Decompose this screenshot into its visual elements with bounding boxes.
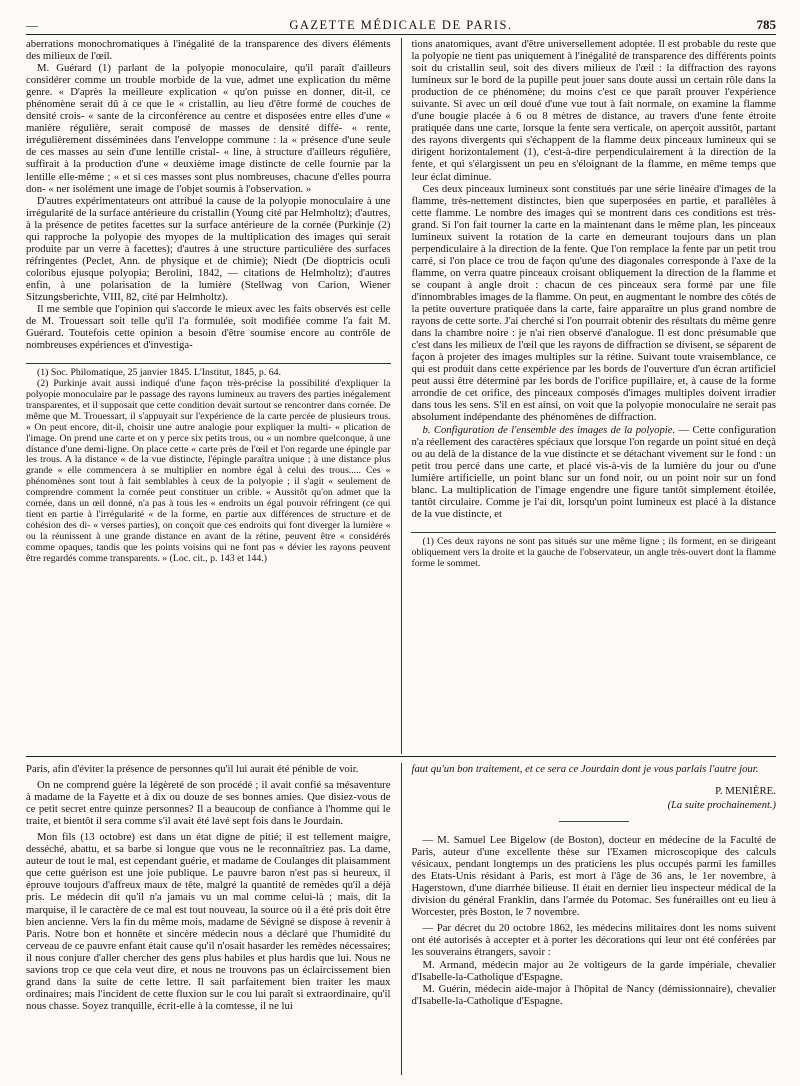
bottom-right-column (411, 763, 776, 1075)
column-divider (401, 38, 402, 754)
section-text: — Cette configuration n'a réellement des caractères spéciaux que lorsque l'on regarde un point situé en deçà ou au delà de la distance de la vue distincte et se détachant vivement sur le fond : un petit trou percé dans une carte, et placé vis-à-vis de la lumière du jour ou d'une lumière artificielle, un point blanc sur un fond noir, ou un point noir sur un fond blanc. La multiplication de l'image engendre une figure tantôt simplement étoilée, tantôt circulaire. Comme je l'ai dit, lorsqu'un point lumineux est placé à la distance de la vue distincte, et (411, 423, 776, 520)
paragraph: tions anatomiques, avant d'être universellement adoptée. Il est probable du reste que la polyopie ne tient pas uniquement à l'inégalité de transparence des différents points soit du cristallin seul, soit des divers milieux de l'œil : la diffraction des rayons lumineux sur le bord de la pupille peut jouer sans doute aussi un certain rôle dans la production de ce phénomène; du moins c'est ce que paraît prouver l'expérience suivante. Si avec un œil doué d'une vue tout à fait normale, on examine la flamme d'une bougie placée à 6 ou 8 mètres de distance, au travers d'une fente étroite pratiquée dans une carte, lorsque la fente sera verticale, on aperçoit aussitôt, partant des rayons divergents qui s'échappent de la flamme deux pinceaux lumineux qui se dirigent horizontalement (1), c'est-à-dire perpendiculairement à la direction de la fente, et qui s'élargissent un peu en s'éloignant de la flamme, en même temps que leur éclat diminue. (411, 38, 776, 183)
news-item: M. Guérin, médecin aide-major à l'hôpital de Nancy (démissionnaire), chevalier d'Isabelle-la-Catholique d'Espagne. (411, 982, 776, 1007)
column-divider (401, 763, 402, 1075)
right-column (411, 38, 776, 754)
footnote-divider (411, 532, 776, 533)
paragraph (411, 424, 776, 520)
paragraph: Ces deux pinceaux lumineux sont constitués par une série linéaire d'images de la flamme, très-nettement distinctes, bien que superposées en partie, et parallèles à cette flamme. Le nombre des images qui se montrent dans ces conditions est très-grand. Si l'on fait tourner la carte en la maintenant dans le même plan, les pinceaux lumineux suivent la rotation de la carte en demeurant toujours dans un plan perpendiculaire à la direction de la fente. Que l'on remplace la fente par un petit trou carré, si l'on place ce trou de façon qu'une des diagonales corresponde à l'axe de la flamme, on verra quatre pinceaux croisant obliquement la direction de la flamme et se coupant à angle droit : chacun de ces pinceaux sera formé par une file d'innombrables images de la flamme. On peut, en augmentant le nombre des côtés de la petite ouverture pratiquée dans la carte, faire apparaître un plus grand nombre de rayons de cette sorte. J'ai cherché si l'on pourrait obtenir des résultats du même genre dans la chambre noire : je n'ai rien observé d'analogue. Il est donc présumable que c'est dans les milieux de l'œil que les rayons de diffraction se divisent, se séparent de façon à projeter des images multiples sur la rétine. Suivant toute vraisemblance, ce qui est produit dans cette expérience par les bords de l'ouverture d'un écran artificiel peut aussi être déterminé par les bords de l'orifice pupillaire, et, à cause de la forme arrondie de cet orifice, des pinceaux composés d'images multiples doivent irradier dans tous les sens. S'il en est ainsi, on voit que la polyopie monoculaire ne serait pas absolument indépendante des phénomènes de diffraction. (411, 182, 776, 424)
section-divider (26, 756, 776, 757)
paragraph: faut qu'un bon traitement, et ce sera ce Jourdain dont je vous parlais l'autre jour. (411, 763, 759, 775)
section-heading: b. Configuration de l'ensemble des images de la polyopie. (422, 423, 676, 436)
paragraph: Paris, afin d'éviter la présence de personnes qu'il lui aurait été pénible de voir. (26, 763, 359, 775)
bottom-left-column (26, 763, 391, 1075)
news-item: — Par décret du 20 octobre 1862, les médecins militaires dont les noms suivent ont été autorisés à accepter et à porter les décorations qui leur ont été conférées par les souverains étrangers, savoir : (411, 922, 776, 959)
paragraph: D'autres expérimentateurs ont attribué la cause de la polyopie monoculaire à une irrégularité de la surface antérieure du cristallin (Young cité par Helmholtz); d'autres, à la présence de petites facettes sur la surface antérieure de la cornée (Purkinje (2) qui rapproche la polyopie des myopes de la multiplication des images qui serait produite par un verre à facettes); d'autres à une structure particulière des surfaces réfringentes (Peclet, Ann. de physique et de chimie); Niedt (De dioptricis oculi coloribus ejusque polyopia; Berolini, 1842, — citations de Helmholtz); d'autres enfin, à une polarisation de la lumière (Stellwag von Carion, Wiener Sitzungsberichte, VIII, 82, cité par Helmholtz). (26, 194, 391, 303)
paragraph: M. Guérard (1) parlant de la polyopie monoculaire, qu'il paraît d'ailleurs considérer comme un trouble morbide de la vue, admet une explication du même genre. « D'après la meilleure explication « qu'on puisse en donner, dit-il, ce phénomène serait dû à ce que le « cristallin, au lieu d'être formé de couches de densité crois- « sante de la circonférence au centre et disposées entre elles d'une « manière régulière, serait composé de masses de densité diffé- « rente, irrégulièrement disséminées dans l'enveloppe commune : la « présence d'une seule de ces masses au sein d'une lentille cristal- « line, à structure d'ailleurs régulière, suffirait à la production d'une « deuxième image distincte de celle fournie par la lentille elle-même ; « et si ces masses sont plus nombreuses, chacune d'elles pourra don- « ner isolément une image de l'objet soumis à l'observation. » (26, 62, 391, 195)
journal-title: GAZETTE MÉDICALE DE PARIS. (289, 18, 513, 32)
author-signature: P. MENIÈRE. (715, 785, 776, 798)
lower-section (26, 763, 776, 1075)
continued-note: (La suite prochainement.) (667, 800, 776, 812)
news-item: M. Armand, médecin major au 2e voltigeurs de la garde impériale, chevalier d'Isabelle-la-Catholique d'Espagne. (411, 958, 776, 983)
paragraph: aberrations monochromatiques à l'inégalité de la transparence des divers éléments des milieux de l'œil. (26, 38, 391, 63)
short-divider (559, 821, 629, 822)
paragraph: Mon fils (13 octobre) est dans un état digne de pitié; il est tellement maigre, desséché, abattu, et sa barbe si longue que vous ne le reconnaîtriez pas. La dame, auteur de tout le mal, est cependant guérie, et madame de Coulanges dit plaisamment que cette guérison est une joie publique. Le pauvre baron n'est pas si heureux, il éprouve toujours d'affreux maux de tête, malgré la quantité de remèdes qu'il a déjà pris. Le médecin dit qu'il n'a jamais vu un mal comme celui-là ; mais, dit la marquise, il le caractère de ce mal est tout nouveau, la source où il a été pris doit être bien ancienne. Vers la fin du même mois, madame de Sévigné se dispose à revenir à Paris. Notre bon et honnête et sincère médecin nous a déclaré que l'humidité du cerveau de ce pauvre enfant était cause qu'il n'osait hasarder les remèdes nécessaires; il nous conjure d'aller chercher des gens plus habiles et plus hardis que lui. Nous ne savions trop ce que cela veut dire, et nous ne trouvons pas un éclaircissement bien grand dans la suite de cette lettre. Il sait parfaitement bien traiter les maux ordinaires; mais l'incident de cette fluxion sur le cou lui paraît si extraordinaire, qu'il nous chasse. Soyez tranquille, écrit-elle à la comtesse, il ne lui (26, 831, 391, 1012)
footnote: (1) Ces deux rayons ne sont pas situés sur une même ligne ; ils forment, en se dirigeant obliquement vers la droite et la gauche de l'observateur, un angle très-ouvert dont la flamme forme le sommet. (411, 535, 776, 569)
page-number: 785 (756, 17, 776, 32)
news-item: — M. Samuel Lee Bigelow (de Boston), docteur en médecine de la Faculté de Paris, auteur d'une excellente thèse sur l'Examen microscopique des calculs vésicaux, pendant longtemps un des praticiens les plus occupés parmi les familles des Etats-Unis résidant à Paris, est mort à l'âge de 36 ans, le 1er novembre, à Hagerstown, d'une diarrhée bilieuse. Il était en dernier lieu inspecteur médical de la division du général Franklin, dans l'armée du Potomac. Ses funérailles ont eu lieu à Worcester, près Boston, le 7 novembre. (411, 834, 776, 919)
left-column (26, 38, 391, 754)
header-mark: — (26, 18, 38, 32)
footnote: (2) Purkinje avait aussi indiqué d'une façon très-précise la possibilité d'expliquer la polyopie monoculaire par le passage des rayons lumineux au travers des parties inégalement transparentes, et il supposait que cette condition devait surtout se rencontrer dans cornée. De même que M. Trouessart, il s'appuyait sur l'expérience de la carte percée de plusieurs trous. « On peut encore, dit-il, choisir une autre analogie pour expliquer la multi- « plication de l'image. On prend une carte et on y perce six petits trous, ou « un nombre quelconque, à une distance d'une demi-ligne. On place cette « carte près de l'œil et l'on regarde une épingle par les trous. A la distance « de la vue distincte, l'épingle paraîtra unique ; à une distance plus grande « elle commencera à se multiplier en nombre égal à celui des trous..... Ces « phénomènes sont tout à fait semblables à ceux de la polyopie ; il s'agit « seulement de comprendre comment la cornée peut constituer un crible. « Aussitôt qu'on admet que la cornée, dans un œil donné, n'a pas à tous les « endroits un égal pouvoir réfringent (ce qui tient en partie à l'irrégularité « de la forme, en partie aux différences de structure et de cohésion des di- « verses parties), on conçoit que ces endroits qui font diverger la lumière « ou la réunissent à une grande distance en avant de la rétine, peuvent être « considérés comme opaques, tandis que les points voisins qui ne font pas « dévier les rayons peuvent être regardés comme transparents. » (Loc. cit., p. 143 et 144.) (26, 378, 391, 564)
running-header (26, 0, 776, 35)
upper-article (26, 38, 776, 754)
footnote-divider (26, 363, 391, 364)
paragraph: On ne comprend guère la légèreté de son procédé ; il avait confié sa mésaventure à madame de la Fayette et à dix ou douze de ses bonnes amies. Que disiez-vous de ce petit secret entre quinze personnes? Il a beaucoup de confiance à l'homme qui le traite, et bientôt il sera comme s'il avait été lavé sept fois dans le Jourdain. (26, 779, 391, 828)
paragraph: Il me semble que l'opinion qui s'accorde le mieux avec les faits observés est celle de M. Trouessart soit telle qu'il l'a formulée, soit modifiée comme l'a fait M. Guérard. Toutefois cette opinion a besoin d'être soumise encore au contrôle de nombreuses expériences et d'investiga- (26, 303, 391, 352)
footnote: (1) Soc. Philomatique, 25 janvier 1845. L'Institut, 1845, p. 64. (37, 367, 281, 379)
